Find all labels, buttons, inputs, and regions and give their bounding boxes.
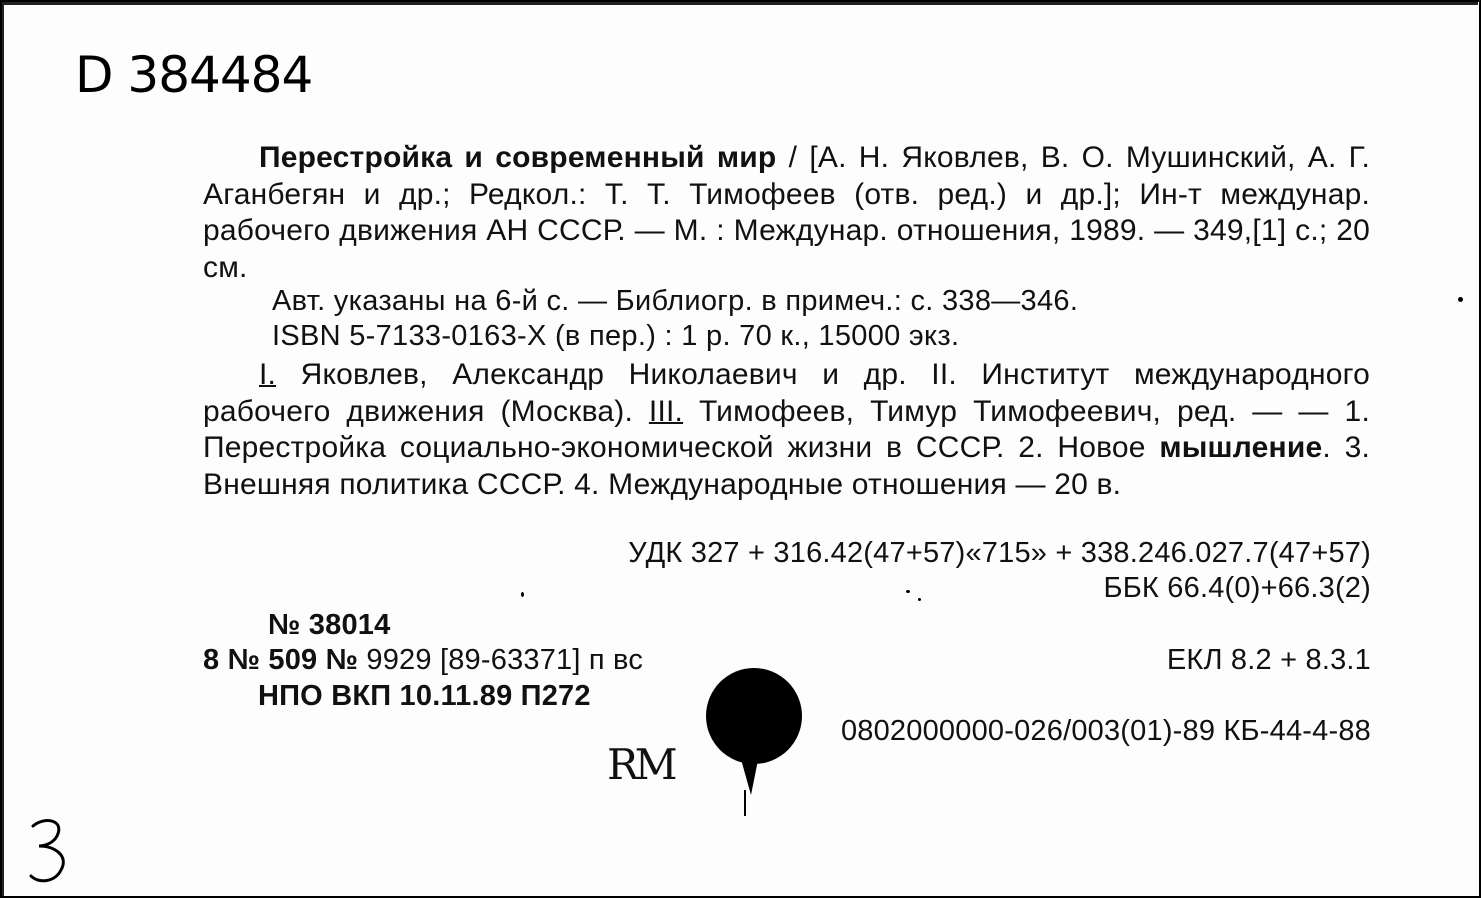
subject-tracings bbox=[203, 357, 1370, 503]
card-number: № 38014 bbox=[268, 609, 391, 641]
order-bold-part: 8 № 509 № bbox=[203, 644, 359, 676]
call-number: D 384484 bbox=[75, 46, 313, 104]
tracing-num-3: III. bbox=[648, 394, 684, 428]
library-stamp: RM bbox=[607, 740, 674, 789]
handwritten-mark bbox=[25, 812, 75, 888]
book-title: Перестройка и современный мир bbox=[259, 141, 777, 174]
kb-code: 0802000000-026/003(01)-89 КБ-44-4-88 bbox=[840, 715, 1371, 747]
ink-blot-thread bbox=[744, 790, 746, 816]
udk-index: УДК 327 + 316.42(47+57)«715» + 338.246.027.7(47+57) bbox=[628, 537, 1371, 569]
tracing-num-1: I. bbox=[259, 358, 277, 391]
tracing-bold-word: мышление bbox=[1159, 431, 1323, 464]
tracing-text-3: . 3. Внешняя политика СССР. 4. Международные отношения — 20 в. bbox=[203, 431, 1370, 501]
paper-speck bbox=[521, 592, 524, 597]
paper-speck bbox=[918, 598, 921, 601]
order-line bbox=[203, 644, 643, 677]
ink-blot-tail bbox=[737, 745, 761, 795]
order-rest: 9929 [89-63371] п вс bbox=[358, 644, 644, 676]
tracing-text-2: Тимофеев, Тимур Тимофеевич, ред. — — 1. Перестройка социально-экономической жизни в СССР. 2. Новое bbox=[203, 394, 1370, 464]
paper-speck bbox=[1458, 297, 1463, 302]
publisher-line: НПО ВКП 10.11.89 П272 bbox=[258, 680, 591, 712]
main-entry bbox=[203, 140, 1370, 286]
isbn-note: ISBN 5-7133-0163-X (в пер.) : 1 р. 70 к., 15000 экз. bbox=[272, 320, 960, 352]
bibliographic-description: / [А. Н. Яковлев, В. О. Мушинский, А. Г. Аганбегян и др.; Редкол.: Т. Т. Тимофеев (отв. ред.) и др.]; Ин-т междунар. рабочего движения АН СССР. — М. : Междунар. отношения, 1989. — 349,[1] с.; 20 см. bbox=[203, 141, 1370, 284]
tracing-text-1: Яковлев, Александр Николаевич и др. II. Институт международного рабочего движения (Москва). bbox=[203, 358, 1370, 428]
ekl-index: ЕКЛ 8.2 + 8.3.1 bbox=[1166, 644, 1371, 676]
bbk-index: ББК 66.4(0)+66.3(2) bbox=[1103, 572, 1371, 604]
authors-note: Авт. указаны на 6-й с. — Библиогр. в примеч.: с. 338—346. bbox=[272, 285, 1079, 317]
paper-speck bbox=[906, 590, 910, 593]
